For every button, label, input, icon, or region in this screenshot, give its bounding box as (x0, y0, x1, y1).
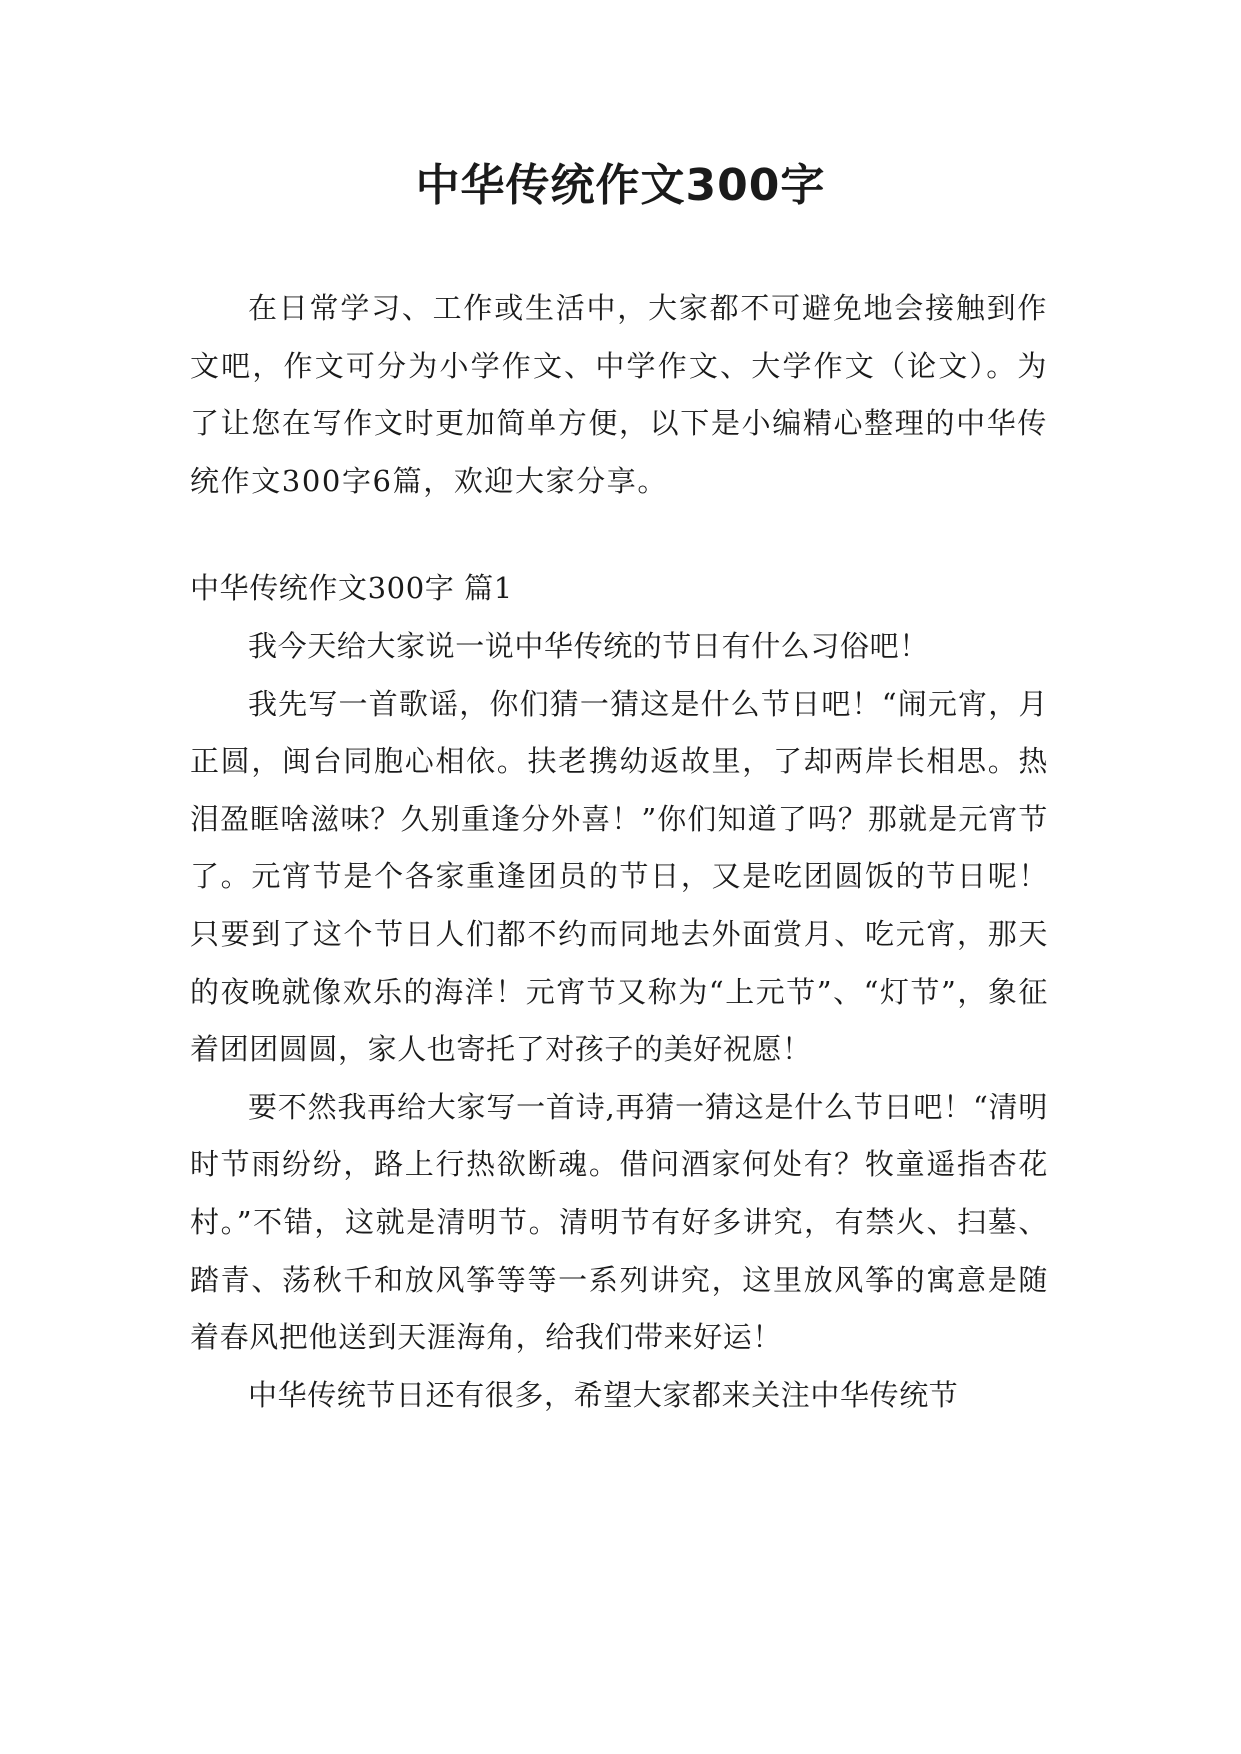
section-heading: 中华传统作文300字 篇1 (190, 571, 513, 606)
body-paragraph: 中华传统节日还有很多，希望大家都来关注中华传统节 (248, 1377, 959, 1412)
body-paragraph: 我先写一首歌谣，你们猜一猜这是什么节日吧！“闹元宵，月正圆，闽台同胞心相依。扶老携幼返故里，了却两岸长相思。热泪盈眶啥滋味？久别重逢分外喜！”你们知道了吗？那就是元宵节了。元宵节是个各家重逢团员的节日，又是吃团圆饭的节日呢！只要到了这个节日人们都不约而同地去外面赏月、吃元宵，那天的夜晚就像欢乐的海洋！元宵节又称为“上元节”、“灯节”，象征着团团圆圆，家人也寄托了对孩子的美好祝愿！ (190, 686, 1048, 1067)
document-body (190, 280, 1048, 1424)
body-paragraph: 要不然我再给大家写一首诗,再猜一猜这是什么节日吧！“清明时节雨纷纷，路上行热欲断魂。借问酒家何处有？牧童遥指杏花村。”不错，这就是清明节。清明节有好多讲究，有禁火、扫墓、踏青、荡秋千和放风筝等等一系列讲究，这里放风筝的寓意是随着春风把他送到天涯海角，给我们带来好运！ (190, 1089, 1048, 1355)
intro-paragraph: 在日常学习、工作或生活中，大家都不可避免地会接触到作文吧，作文可分为小学作文、中学作文、大学作文（论文）。为了让您在写作文时更加简单方便，以下是小编精心整理的中华传统作文300字6篇，欢迎大家分享。 (190, 291, 1048, 498)
document-title: 中华传统作文300字 (415, 160, 826, 211)
body-paragraph: 我今天给大家说一说中华传统的节日有什么习俗吧！ (248, 628, 929, 663)
